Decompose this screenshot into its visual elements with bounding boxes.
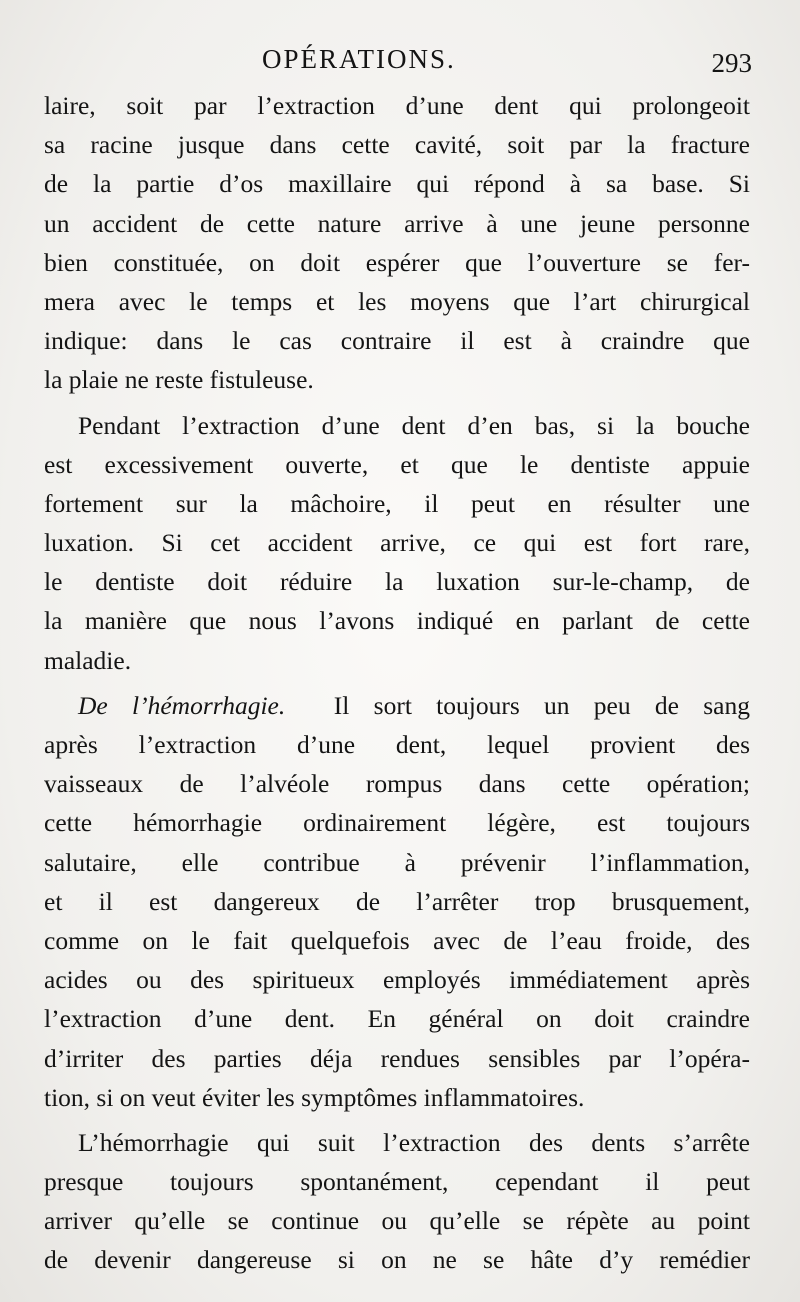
text-line: la manière que nous l’avons indiqué en parlant de cette — [44, 606, 750, 636]
text-line: vaisseaux de l’alvéole rompus dans cette opération; — [44, 769, 750, 799]
text-line: de devenir dangereuse si on ne se hâte d’y remédier — [44, 1245, 750, 1275]
text-line: fortement sur la mâchoire, il peut en résulter une — [44, 488, 750, 518]
text-line: cette hémorrhagie ordinairement légère, est toujours — [44, 808, 750, 838]
text-line: bien constituée, on doit espérer que l’ouverture se fer- — [44, 247, 750, 277]
text-line: est excessivement ouverte, et que le dentiste appuie — [44, 449, 750, 479]
heading-run-in-text: Il sort toujours un peu de sang — [333, 690, 750, 720]
text-line: sa racine jusque dans cette cavité, soit par la fracture — [44, 130, 750, 160]
text-line: luxation. Si cet accident arrive, ce qui est fort rare, — [44, 528, 750, 558]
text-line: d’irriter des parties déja rendues sensibles par l’opéra- — [44, 1043, 750, 1073]
text-line: acides ou des spiritueux employés immédiatement après — [44, 965, 750, 995]
paragraph — [44, 686, 750, 1117]
running-title: OPÉRATIONS. — [262, 44, 456, 74]
paragraph — [44, 406, 750, 680]
text-line: la plaie ne reste fistuleuse. — [44, 365, 314, 395]
text-line — [44, 686, 750, 725]
text-line: indique: dans le cas contraire il est à craindre que — [44, 326, 750, 356]
paragraph — [44, 1123, 750, 1280]
text-line: l’extraction d’une dent. En général on doit craindre — [44, 1004, 750, 1034]
text-line: le dentiste doit réduire la luxation sur-le-champ, de — [44, 567, 750, 597]
text-line: un accident de cette nature arrive à une jeune personne — [44, 208, 750, 238]
paragraph — [44, 86, 750, 400]
text-line: laire, soit par l’extraction d’une dent qui prolongeoit — [44, 91, 750, 120]
text-line: tion, si on veut éviter les symptômes inflammatoires. — [44, 1082, 585, 1112]
section-heading: De l’hémorrhagie. — [78, 690, 286, 720]
page-number: 293 — [711, 48, 752, 78]
text-line: arriver qu’elle se continue ou qu’elle se répète au point — [44, 1206, 750, 1236]
text-line: comme on le fait quelquefois avec de l’eau froide, des — [44, 925, 750, 955]
text-line: L’hémorrhagie qui suit l’extraction des dents s’arrête — [78, 1127, 750, 1157]
text-line: maladie. — [44, 645, 132, 675]
running-head — [0, 42, 800, 82]
text-line: salutaire, elle contribue à prévenir l’inflammation, — [44, 847, 750, 877]
text-line: Pendant l’extraction d’une dent d’en bas, si la bouche — [78, 410, 750, 440]
body-text — [44, 86, 750, 1280]
text-line: et il est dangereux de l’arrêter trop brusquement, — [44, 886, 750, 916]
text-line: mera avec le temps et les moyens que l’art chirurgical — [44, 286, 750, 316]
text-line: presque toujours spontanément, cependant il peut — [44, 1167, 750, 1197]
text-line: après l’extraction d’une dent, lequel provient des — [44, 730, 750, 759]
text-line: de la partie d’os maxillaire qui répond à sa base. Si — [44, 169, 750, 199]
